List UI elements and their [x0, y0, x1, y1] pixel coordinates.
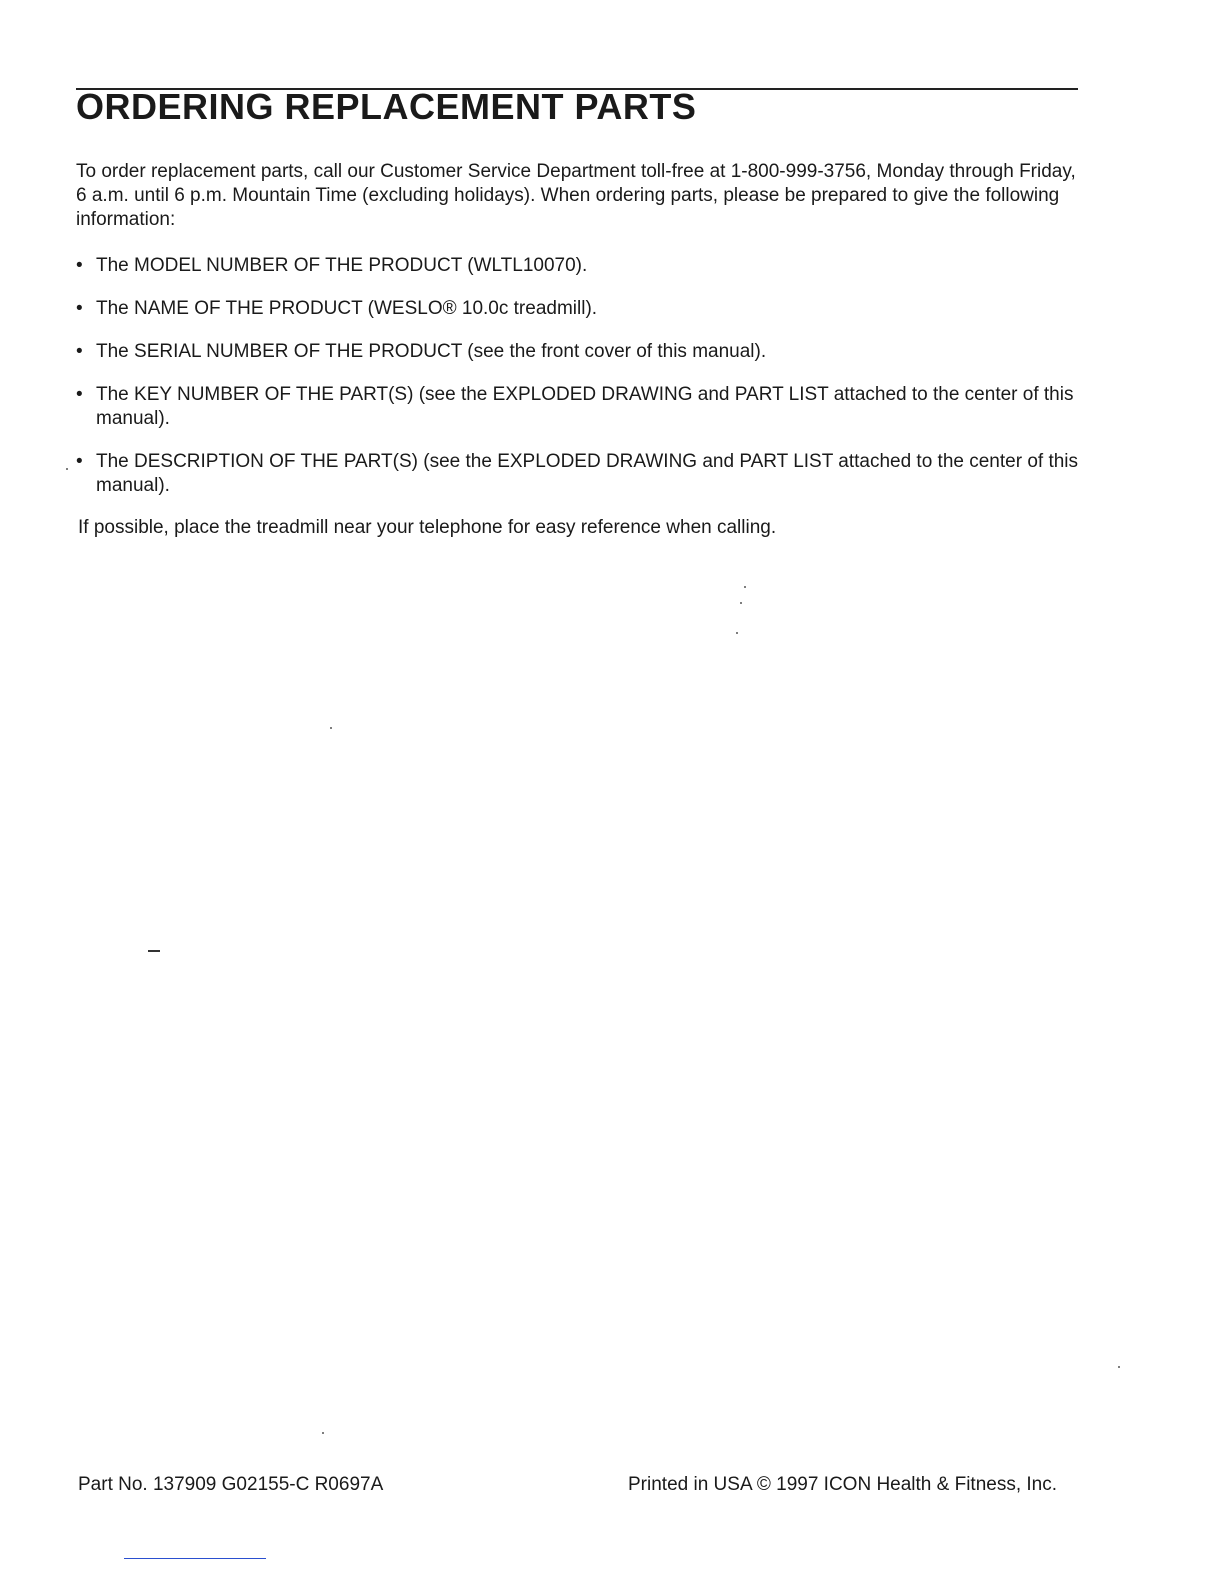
intro-paragraph: To order replacement parts, call our Customer Service Department toll-free at 1-800-999-3756, Monday through Friday, 6 a.m. until 6 p.m. Mountain Time (excluding holidays). When ordering parts, please be prepared to give the following information: — [76, 161, 1076, 230]
scan-speck — [322, 1432, 324, 1434]
page-title: ORDERING REPLACEMENT PARTS — [76, 86, 697, 127]
list-item-serial-number — [76, 340, 1086, 364]
scan-speck — [744, 586, 746, 588]
scan-speck — [66, 468, 68, 470]
list-item-model-number — [76, 254, 1086, 278]
bottom-edge-line — [124, 1558, 266, 1559]
scan-mark — [148, 950, 160, 952]
bullet-icon: • — [76, 341, 83, 362]
list-item-text: The NAME OF THE PRODUCT (WESLO® 10.0c treadmill). — [96, 298, 598, 319]
copyright-footer: Printed in USA © 1997 ICON Health & Fitness, Inc. — [628, 1474, 1058, 1495]
list-item-text: The KEY NUMBER OF THE PART(S) (see the EXPLODED DRAWING and PART LIST attached to the center of this manual). — [96, 384, 1074, 429]
bullet-icon: • — [76, 255, 83, 276]
scan-speck — [736, 632, 738, 634]
part-number-footer: Part No. 137909 G02155-C R0697A — [78, 1474, 384, 1495]
scan-speck — [330, 727, 332, 729]
list-item-description — [76, 450, 1086, 498]
scan-speck — [1118, 1366, 1120, 1368]
bullet-icon: • — [76, 451, 83, 472]
list-item-text: The SERIAL NUMBER OF THE PRODUCT (see the front cover of this manual). — [96, 341, 767, 362]
closing-paragraph: If possible, place the treadmill near your telephone for easy reference when calling. — [78, 517, 777, 538]
scan-speck — [740, 602, 742, 604]
list-item-product-name — [76, 297, 1086, 321]
bullet-icon: • — [76, 384, 83, 405]
list-item-text: The DESCRIPTION OF THE PART(S) (see the EXPLODED DRAWING and PART LIST attached to the center of this manual). — [96, 451, 1079, 496]
information-list — [76, 254, 1086, 517]
bullet-icon: • — [76, 298, 83, 319]
list-item-key-number — [76, 383, 1086, 431]
list-item-text: The MODEL NUMBER OF THE PRODUCT (WLTL10070). — [96, 255, 588, 276]
